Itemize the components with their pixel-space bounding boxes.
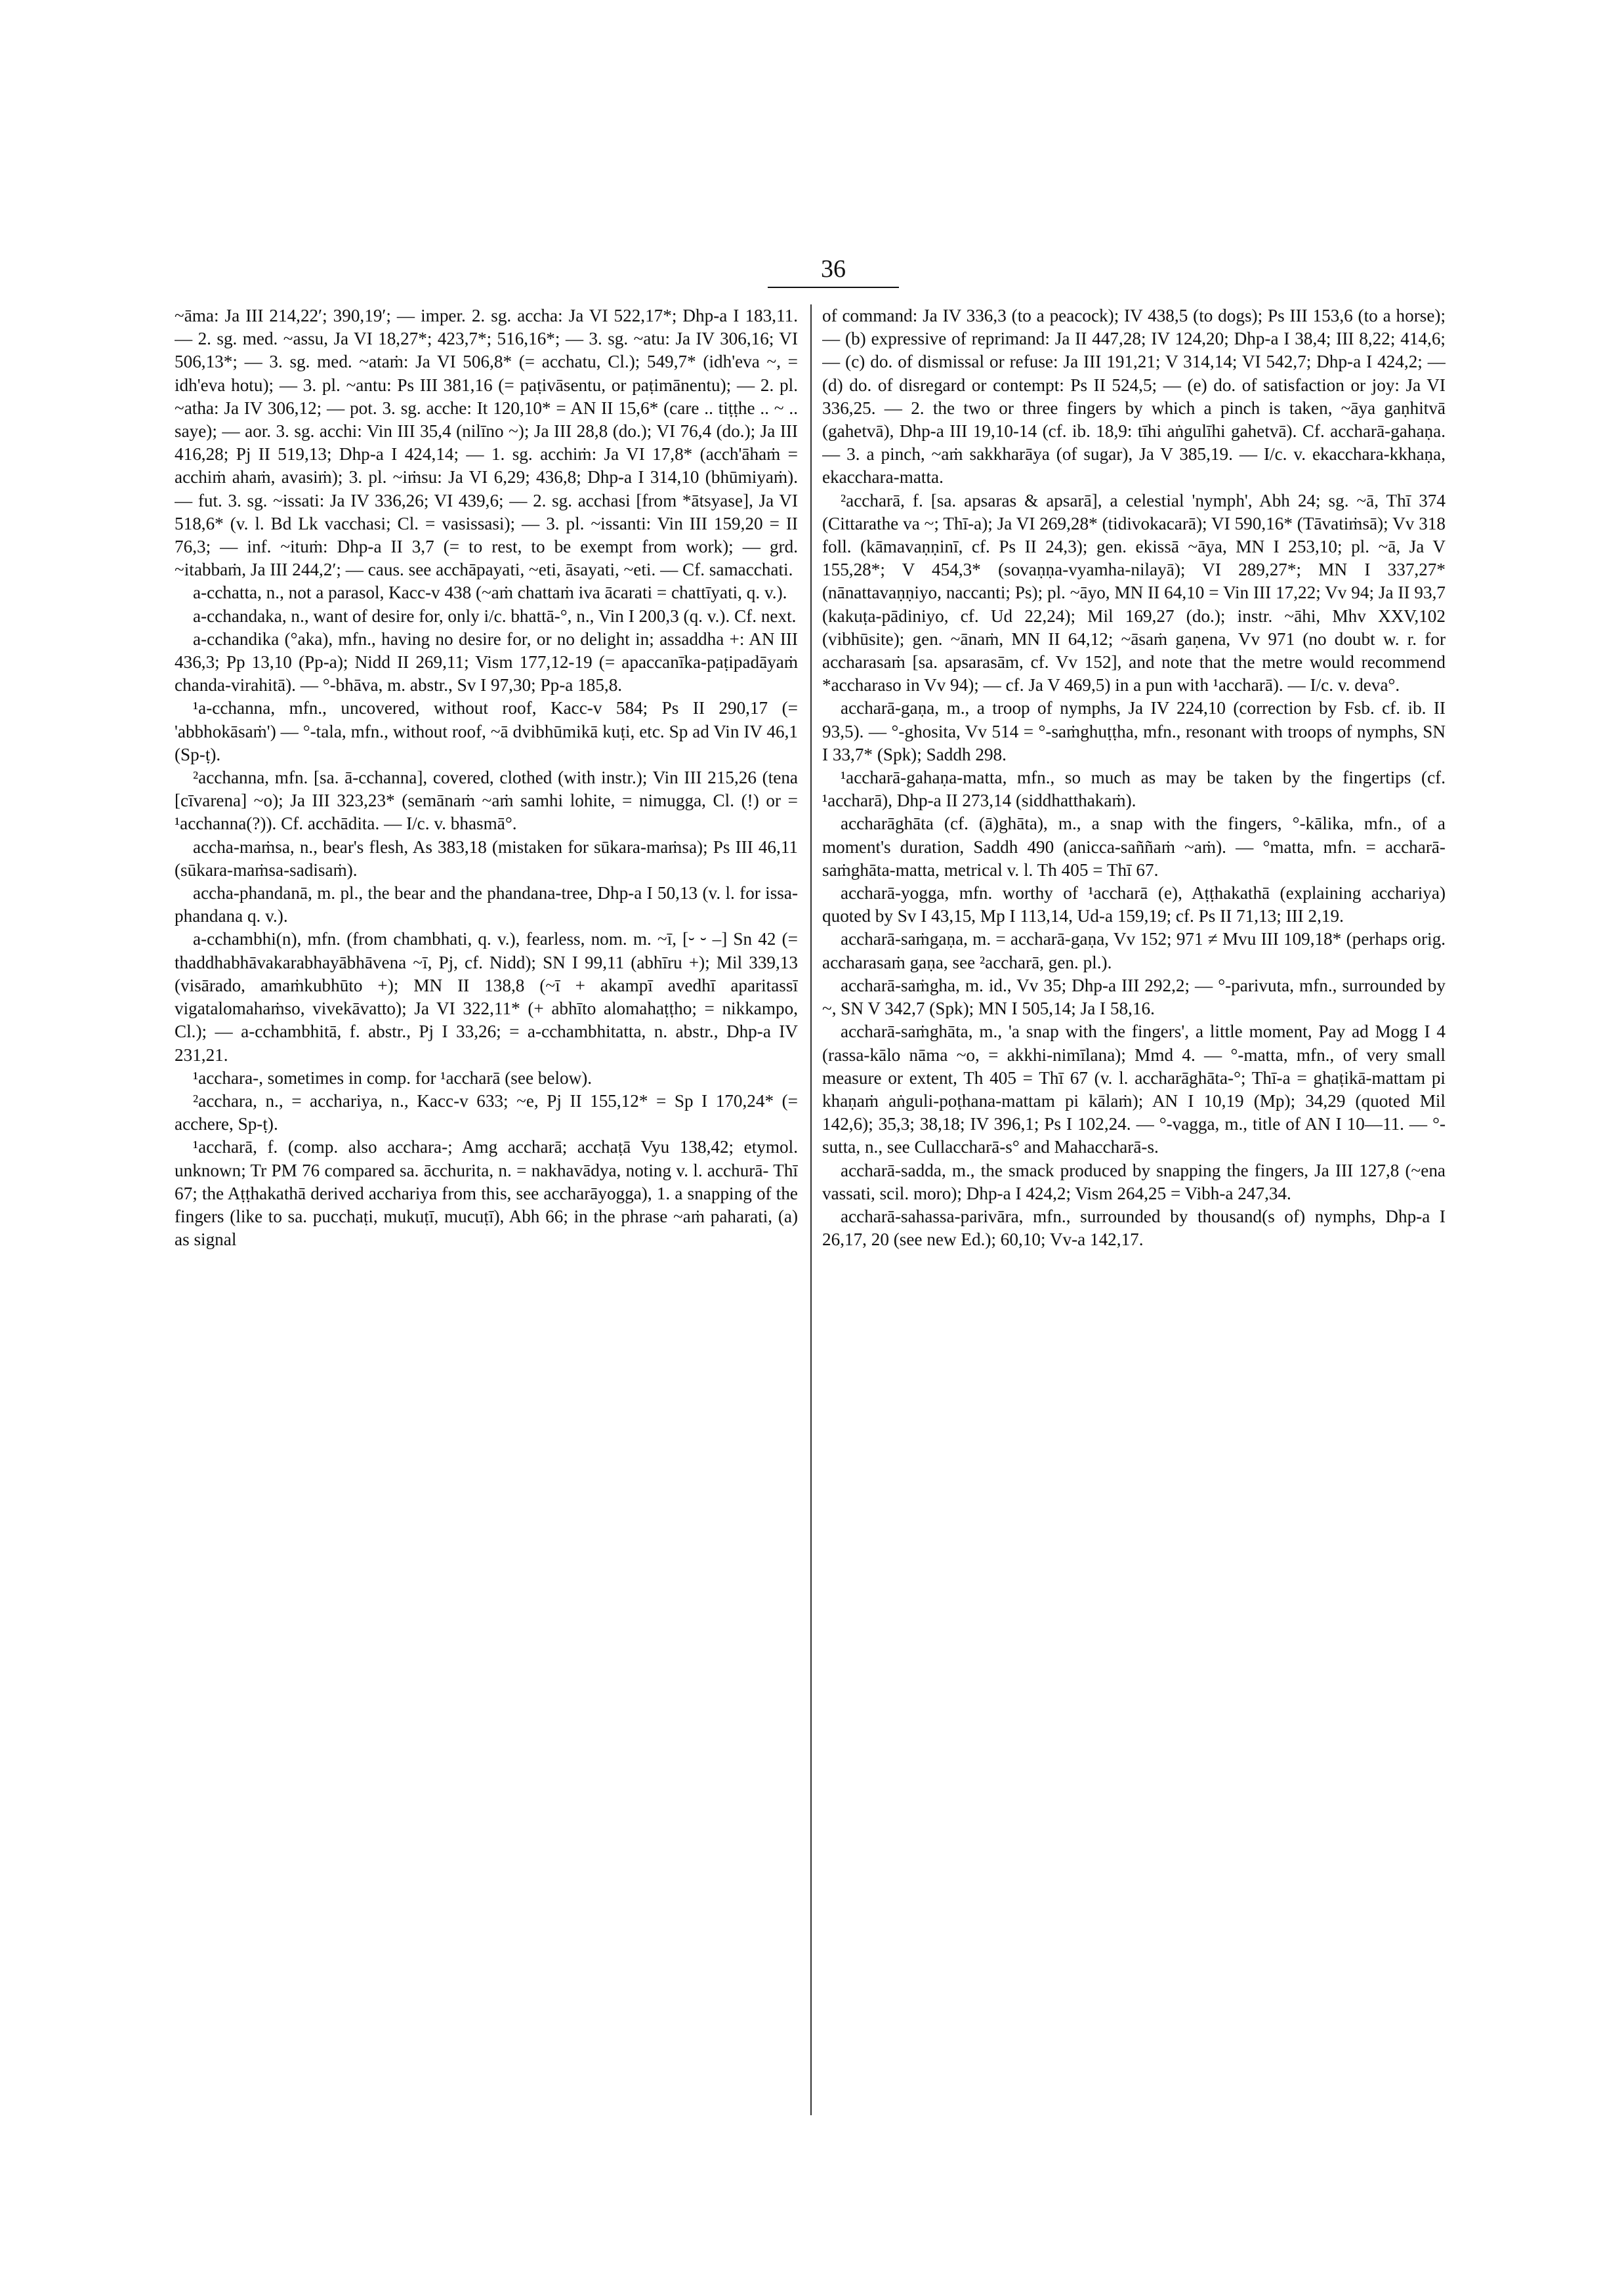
dictionary-entry: a-cchandika (°aka), mfn., having no desire for, or no delight in; assaddha +: AN III 436,3; Pp 13,10 (Pp-a); Nidd II 269,11; Vism 177,12-19 (= apaccanīka-paṭipadāyaṁ chanda-virahitā). — °-bhāva, m. abstr., Sv I 97,30; Pp-a 185,8. — [175, 629, 798, 695]
dictionary-entry: accharā-yogga, mfn. worthy of ¹accharā (e), Aṭṭhakathā (explaining acchariya) quoted by Sv I 43,15, Mp I 113,14, Ud-a 159,19; cf. Ps II 71,13; III 2,19. — [822, 883, 1446, 926]
dictionary-entry: accharāghāta (cf. (ā)ghāta), m., a snap with the fingers, °-kālika, mfn., of a moment's duration, Saddh 490 (anicca-saññaṁ ~aṁ). — °matta, mfn. = accharā-saṁghāta-matta, metrical v. l. Th 405 = Thī 67. — [822, 814, 1446, 880]
dictionary-entry: accharā-saṁgaṇa, m. = accharā-gaṇa, Vv 152; 971 ≠ Mvu III 109,18* (perhaps orig. accharasaṁ gaṇa, see ²accharā, gen. pl.). — [822, 929, 1446, 972]
dictionary-entry: ²acchara, n., = acchariya, n., Kacc-v 633; ~e, Pj II 155,12* = Sp I 170,24* (= acchere, Sp-ṭ). — [175, 1090, 798, 1134]
dictionary-entry: accharā-sahassa-parivāra, mfn., surrounded by thousand(s of) nymphs, Dhp-a I 26,17, 20 (see new Ed.); 60,10; Vv-a 142,17. — [822, 1206, 1446, 1250]
dictionary-entry: ²accharā, f. [sa. apsaras & apsarā], a celestial 'nymph', Abh 24; sg. ~ā, Thī 374 (Cittarathe va ~; Thī-a); Ja VI 269,28* (tidivokacarā); VI 590,16* (Tāvatiṁsā); Vv 318 foll. (kāmavaṇṇinī, cf. Ps II 24,3); gen. ekissā ~āya, MN I 253,10; pl. ~ā, Ja V 155,28*; V 454,3* (sovaṇṇa-vyamha-nilayā); VI 289,27*; MN I 337,27* (nānattavaṇṇiyo, naccanti; Ps); pl. ~āyo, MN II 64,10 = Vin III 17,22; Vv 94; Ja II 93,7 (kakuṭa-pādiniyo, cf. Ud 22,24); Mil 169,27 (do.); instr. ~āhi, Mhv XXV,102 (vibhūsite); gen. ~ānaṁ, MN II 64,12; ~āsaṁ gaṇena, Vv 971 (no doubt w. r. for accharasaṁ [sa. apsarasām, cf. Vv 152], and note that the metre would recommend *accharaso in Vv 94); — cf. Ja V 469,5) in a pun with ¹accharā). — I/c. v. deva°. — [822, 490, 1446, 695]
page-number: 36 — [821, 255, 846, 283]
dictionary-entry: of command: Ja IV 336,3 (to a peacock); IV 438,5 (to dogs); Ps III 153,6 (to a horse); — (b) expressive of reprimand: Ja II 447,28; IV 124,20; Dhp-a I 38,4; III 8,22; 414,6; — (c) do. of dismissal or refuse: Ja III 191,21; V 314,14; VI 542,7; Dhp-a I 424,2; — (d) do. of disregard or contempt: Ps II 524,5; — (e) do. of satisfaction or joy: Ja VI 336,25. — 2. the two or three fingers by which a pinch is taken, ~āya gaṇhitvā (gahetvā), Dhp-a III 19,10-14 (cf. ib. 18,9: tīhi aṅgulīhi gahetvā). Cf. accharā-gahaṇa. — 3. a pinch, ~aṁ sakkharāya (of sugar), Ja V 385,19. — I/c. v. ekacchara-kkhaṇa, ekacchara-matta. — [822, 306, 1446, 487]
right-column — [822, 304, 1446, 2194]
dictionary-entry: ¹accharā, f. (comp. also acchara-; Amg accharā; acchaṭā Vyu 138,42; etymol. unknown; Tr PM 76 compared sa. ācchurita, n. = nakhavādya, noting v. l. acchurā- Thī 67; the Aṭṭhakathā derived acchariya from this, see accharāyogga), 1. a snapping of the fingers (like to sa. pucchaṭi, mukuṭī, mucuṭī), Abh 66; in the phrase ~aṁ paharati, (a) as signal — [175, 1137, 798, 1250]
dictionary-entry: ¹acchara-, sometimes in comp. for ¹accharā (see below). — [193, 1067, 593, 1088]
left-column — [175, 304, 798, 2194]
dictionary-entry: a-cchandaka, n., want of desire for, only i/c. bhattā-°, n., Vin I 200,3 (q. v.). Cf. next. — [193, 606, 797, 626]
dictionary-entry: ¹accharā-gahaṇa-matta, mfn., so much as may be taken by the fingertips (cf. ¹accharā), Dhp-a II 273,14 (siddhatthakaṁ). — [822, 768, 1446, 811]
dictionary-entry: accharā-saṁghāta, m., 'a snap with the fingers', a little moment, Pay ad Mogg I 4 (rassa-kālo nāma ~o, = akkhi-nimīlana); Mmd 4. — °-matta, mfn., of very small measure or extent, Th 405 = Thī 67 (v. l. accharāghāta-°; Thī-a = ghaṭikā-mattam pi khaṇaṁ aṅguli-poṭhana-mattam pi kālaṁ); AN I 10,19 (Mp); 34,29 (quoted Mil 142,6); 35,3; 38,18; IV 396,1; Ps I 102,24. — °-vagga, m., title of AN I 10—11. — °-sutta, n., see Cullaccharā-s° and Mahaccharā-s. — [822, 1022, 1446, 1157]
dictionary-entry: a-cchambhi(n), mfn. (from chambhati, q. v.), fearless, nom. m. ~ī, [⏑ ⏑ –] Sn 42 (= thaddhabhāvakarabhayābhāvena ~ī, Pj, cf. Nidd); SN I 99,11 (abhīru +); Mil 339,13 (visārado, amaṁkubhūto +); MN II 138,8 (~ī + akampī avedhī aparitassī vigatalomahaṁso, vivekāvatto); Ja VI 322,11* (+ abhīto alomahaṭṭho; = nikkampo, Cl.); — a-cchambhitā, f. abstr., Pj I 33,26; = a-cchambhitatta, n. abstr., Dhp-a IV 231,21. — [175, 929, 798, 1065]
dictionary-entry: a-cchatta, n., not a parasol, Kacc-v 438 (~aṁ chattaṁ iva ācarati = chattīyati, q. v.). — [193, 583, 787, 603]
dictionary-entry: accharā-saṁgha, m. id., Vv 35; Dhp-a III 292,2; — °-parivuta, mfn., surrounded by ~, SN V 342,7 (Spk); MN I 505,14; Ja I 58,16. — [822, 975, 1446, 1019]
dictionary-entry: accha-maṁsa, n., bear's flesh, As 383,18 (mistaken for sūkara-maṁsa); Ps III 46,11 (sūkara-maṁsa-sadisaṁ). — [175, 837, 798, 880]
column-divider — [810, 304, 812, 2115]
dictionary-entry: ~āma: Ja III 214,22′; 390,19′; — imper. 2. sg. accha: Ja VI 522,17*; Dhp-a I 183,11. — 2. sg. med. ~assu, Ja VI 18,27*; 423,7*; 516,16*; — 3. sg. ~atu: Ja IV 306,16; VI 506,13*; — 3. sg. med. ~ataṁ: Ja VI 506,8* (= acchatu, Cl.); 549,7* (idh'eva ~, = idh'eva hotu); — 3. pl. ~antu: Ps III 381,16 (= paṭivāsentu, or paṭimānentu); — 2. pl. ~atha: Ja IV 306,12; — pot. 3. sg. acche: It 120,10* = AN II 15,6* (care .. tiṭṭhe .. ~ .. saye); — aor. 3. sg. acchi: Vin III 35,4 (nilīno ~); Ja III 28,8 (do.); VI 76,4 (do.); Ja III 416,28; Pj II 519,13; Dhp-a I 424,14; — 1. sg. acchiṁ: Ja VI 17,8* (acch'āhaṁ = acchiṁ ahaṁ, avasiṁ); 3. pl. ~iṁsu: Ja VI 6,29; 436,8; Dhp-a I 314,10 (bhūmiyaṁ). — fut. 3. sg. ~issati: Ja IV 336,26; VI 439,6; — 2. sg. acchasi [from *ātsyase], Ja VI 518,6* (v. l. Bd Lk vacchasi; Cl. = vasissasi); — 3. pl. ~issanti: Vin III 159,20 = II 76,3; — inf. ~ituṁ: Dhp-a II 3,7 (= to rest, to be exempt from work); — grd. ~itabbaṁ, Ja III 244,2′; — caus. see acchāpayati, ~eti, āsayati, ~eti. — Cf. samacchati. — [175, 306, 798, 580]
dictionary-entry: ¹a-cchanna, mfn., uncovered, without roof, Kacc-v 584; Ps II 290,17 (= 'abbhokāsaṁ') — °-tala, mfn., without roof, ~ā dvibhūmikā kuṭi, etc. Sp ad Vin IV 46,1 (Sp-ṭ). — [175, 698, 798, 764]
dictionary-entry: accharā-gaṇa, m., a troop of nymphs, Ja IV 224,10 (correction by Fsb. cf. ib. II 93,5). — °-ghosita, Vv 514 = °-saṁghuṭṭha, mfn., resonant with troops of nymphs, SN I 33,7* (Spk); Saddh 298. — [822, 698, 1446, 764]
dictionary-entry: accharā-sadda, m., the smack produced by snapping the fingers, Ja III 127,8 (~ena vassati, scil. moro); Dhp-a I 424,2; Vism 264,25 = Vibh-a 247,34. — [822, 1160, 1446, 1203]
dictionary-entry: accha-phandanā, m. pl., the bear and the phandana-tree, Dhp-a I 50,13 (v. l. for issa-phandana q. v.). — [175, 883, 798, 926]
dictionary-entry: ²acchanna, mfn. [sa. ā-cchanna], covered, clothed (with instr.); Vin III 215,26 (tena [cīvarena] ~o); Ja III 323,23* (semānaṁ ~aṁ samhi lohite, = nimugga, Cl. (!) or = ¹acchanna(?)). Cf. acchādita. — I/c. v. bhasmā°. — [175, 768, 798, 834]
header-rule — [768, 287, 899, 288]
